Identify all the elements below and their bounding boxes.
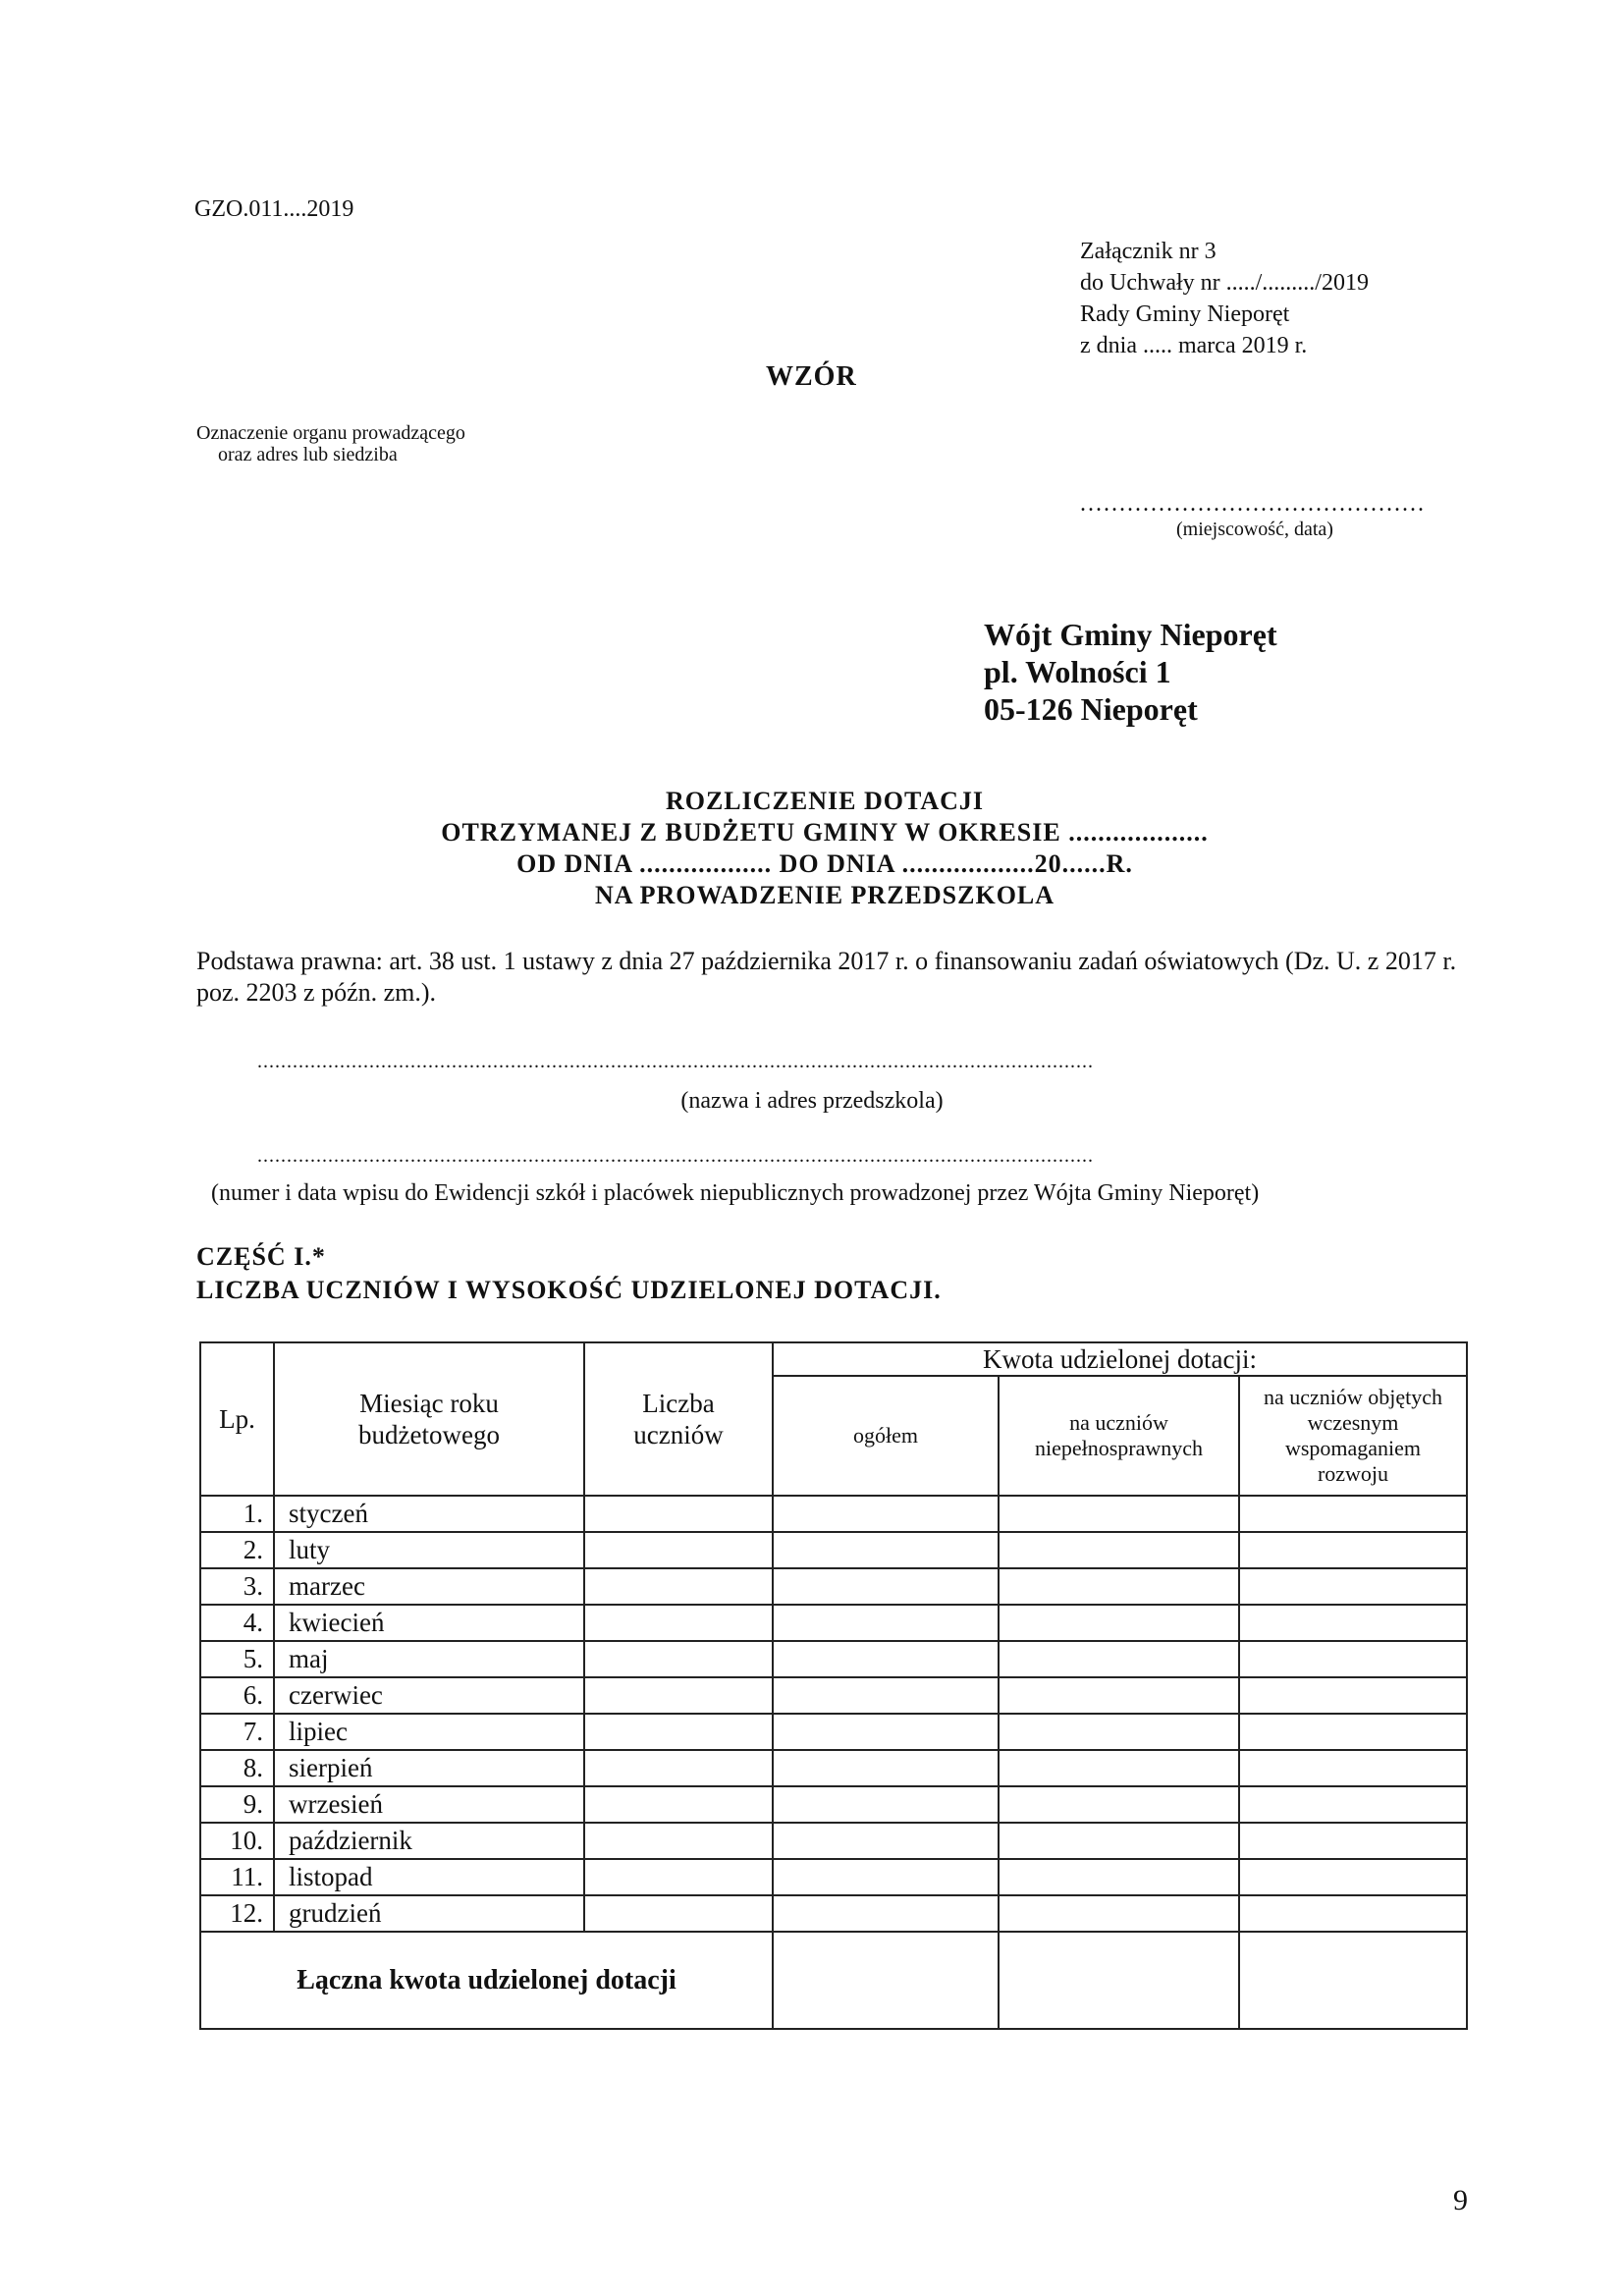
addressee-line-2: pl. Wolności 1 <box>984 654 1171 689</box>
row-lp: 5. <box>200 1641 274 1677</box>
annex-line: z dnia ..... marca 2019 r. <box>1080 333 1308 358</box>
cell-amount-total[interactable] <box>773 1895 999 1932</box>
cell-amount-disabled[interactable] <box>999 1786 1239 1823</box>
row-lp: 8. <box>200 1750 274 1786</box>
table-row <box>200 1605 1467 1641</box>
cell-amount-total[interactable] <box>773 1677 999 1714</box>
cell-student-count[interactable] <box>584 1823 773 1859</box>
cell-amount-total[interactable] <box>773 1714 999 1750</box>
row-month: wrzesień <box>274 1786 584 1823</box>
row-month: luty <box>274 1532 584 1568</box>
cell-amount-early-support[interactable] <box>1239 1859 1467 1895</box>
cell-student-count[interactable] <box>584 1605 773 1641</box>
row-month: listopad <box>274 1859 584 1895</box>
table-row <box>200 1641 1467 1677</box>
table-row <box>200 1496 1467 1532</box>
header-lp: Lp. <box>200 1342 274 1496</box>
header-amount-early-support: na uczniów objętych wczesnym wspomaganiem rozwoju <box>1239 1376 1467 1496</box>
cell-amount-disabled[interactable] <box>999 1859 1239 1895</box>
page-number: 9 <box>1453 2184 1468 2216</box>
cell-amount-total[interactable] <box>773 1605 999 1641</box>
table-row <box>200 1532 1467 1568</box>
place-date-field[interactable]: ............................................ <box>1080 491 1426 517</box>
cell-amount-early-support[interactable] <box>1239 1641 1467 1677</box>
cell-student-count[interactable] <box>584 1714 773 1750</box>
cell-amount-disabled[interactable] <box>999 1605 1239 1641</box>
header-amount-disabled: na uczniów niepełnosprawnych <box>999 1376 1239 1496</box>
cell-amount-early-support[interactable] <box>1239 1823 1467 1859</box>
total-label: Łączna kwota udzielonej dotacji <box>200 1932 773 2029</box>
row-month: październik <box>274 1823 584 1859</box>
row-month: maj <box>274 1641 584 1677</box>
row-month: grudzień <box>274 1895 584 1932</box>
table-row <box>200 1823 1467 1859</box>
cell-student-count[interactable] <box>584 1859 773 1895</box>
part-title: LICZBA UCZNIÓW I WYSOKOŚĆ UDZIELONEJ DOTACJI. <box>196 1276 942 1304</box>
cell-student-count[interactable] <box>584 1532 773 1568</box>
annex-line: do Uchwały nr ...../........./2019 <box>1080 270 1369 296</box>
row-month: czerwiec <box>274 1677 584 1714</box>
cell-student-count[interactable] <box>584 1786 773 1823</box>
cell-amount-disabled[interactable] <box>999 1895 1239 1932</box>
cell-amount-disabled[interactable] <box>999 1568 1239 1605</box>
school-name-caption: (nazwa i adres przedszkola) <box>680 1088 944 1114</box>
cell-student-count[interactable] <box>584 1677 773 1714</box>
row-month: marzec <box>274 1568 584 1605</box>
title-line-2: OTRZYMANEJ Z BUDŻETU GMINY W OKRESIE ................... <box>441 818 1209 847</box>
cell-amount-early-support[interactable] <box>1239 1532 1467 1568</box>
row-lp: 4. <box>200 1605 274 1641</box>
header-amount-total: ogółem <box>773 1376 999 1496</box>
row-lp: 7. <box>200 1714 274 1750</box>
cell-amount-early-support[interactable] <box>1239 1568 1467 1605</box>
document-title <box>295 786 1355 911</box>
title-line-3: OD DNIA .................. DO DNIA ..................20......R. <box>516 849 1133 878</box>
cell-amount-disabled[interactable] <box>999 1532 1239 1568</box>
addressee-line-1: Wójt Gminy Nieporęt <box>984 617 1277 652</box>
table-row <box>200 1895 1467 1932</box>
row-month: lipiec <box>274 1714 584 1750</box>
cell-student-count[interactable] <box>584 1641 773 1677</box>
part-label: CZĘŚĆ I.* <box>196 1242 326 1271</box>
grant-table <box>199 1341 1468 2030</box>
title-line-1: ROZLICZENIE DOTACJI <box>665 787 985 815</box>
cell-amount-total[interactable] <box>773 1786 999 1823</box>
cell-amount-total[interactable] <box>773 1641 999 1677</box>
cell-student-count[interactable] <box>584 1568 773 1605</box>
cell-student-count[interactable] <box>584 1895 773 1932</box>
row-lp: 10. <box>200 1823 274 1859</box>
cell-student-count[interactable] <box>584 1750 773 1786</box>
cell-amount-disabled[interactable] <box>999 1750 1239 1786</box>
row-month: kwiecień <box>274 1605 584 1641</box>
annex-line: Rady Gminy Nieporęt <box>1080 301 1290 327</box>
row-lp: 3. <box>200 1568 274 1605</box>
total-row <box>200 1932 1467 2029</box>
addressee-line-3: 05-126 Nieporęt <box>984 691 1198 727</box>
row-lp: 9. <box>200 1786 274 1823</box>
row-lp: 11. <box>200 1859 274 1895</box>
cell-grand-total-disabled[interactable] <box>999 1932 1239 2029</box>
registry-field[interactable]: .............................................................................................................................................. <box>257 1145 1094 1167</box>
cell-amount-total[interactable] <box>773 1532 999 1568</box>
cell-amount-total[interactable] <box>773 1568 999 1605</box>
cell-amount-disabled[interactable] <box>999 1641 1239 1677</box>
header-amount-group: Kwota udzielonej dotacji: <box>773 1342 1467 1376</box>
cell-amount-disabled[interactable] <box>999 1714 1239 1750</box>
header-student-count: Liczba uczniów <box>584 1342 773 1496</box>
place-date-caption: (miejscowość, data) <box>1176 519 1333 540</box>
legal-basis: Podstawa prawna: art. 38 ust. 1 ustawy z dnia 27 października 2017 r. o finansowaniu zadań oświatowych (Dz. U. z 2017 r. poz. 2203 z późn. zm.). <box>196 947 1457 1007</box>
school-name-field[interactable]: .............................................................................................................................................. <box>257 1051 1094 1072</box>
organ-line-1: Oznaczenie organu prowadzącego <box>196 422 465 444</box>
cell-amount-total[interactable] <box>773 1859 999 1895</box>
cell-amount-total[interactable] <box>773 1823 999 1859</box>
cell-student-count[interactable] <box>584 1496 773 1532</box>
table-row <box>200 1786 1467 1823</box>
row-month: sierpień <box>274 1750 584 1786</box>
row-lp: 2. <box>200 1532 274 1568</box>
table-row <box>200 1859 1467 1895</box>
cell-amount-early-support[interactable] <box>1239 1895 1467 1932</box>
cell-amount-early-support[interactable] <box>1239 1786 1467 1823</box>
cell-amount-early-support[interactable] <box>1239 1496 1467 1532</box>
cell-amount-total[interactable] <box>773 1496 999 1532</box>
title-line-4: NA PROWADZENIE PRZEDSZKOLA <box>594 881 1055 909</box>
row-month: styczeń <box>274 1496 584 1532</box>
row-lp: 6. <box>200 1677 274 1714</box>
cell-amount-disabled[interactable] <box>999 1823 1239 1859</box>
reference-number: GZO.011....2019 <box>194 196 354 222</box>
registry-caption: (numer i data wpisu do Ewidencji szkół i placówek niepublicznych prowadzonej przez Wójta Gminy Nieporęt) <box>211 1180 1260 1206</box>
cell-amount-early-support[interactable] <box>1239 1605 1467 1641</box>
addressee-block <box>984 616 1277 728</box>
cell-amount-disabled[interactable] <box>999 1496 1239 1532</box>
table-row <box>200 1568 1467 1605</box>
organ-designation <box>196 422 465 465</box>
cell-amount-early-support[interactable] <box>1239 1750 1467 1786</box>
row-lp: 1. <box>200 1496 274 1532</box>
row-lp: 12. <box>200 1895 274 1932</box>
part-heading <box>196 1240 942 1307</box>
cell-amount-total[interactable] <box>773 1750 999 1786</box>
template-label: WZÓR <box>766 361 857 392</box>
table-row <box>200 1714 1467 1750</box>
cell-amount-early-support[interactable] <box>1239 1714 1467 1750</box>
table-row <box>200 1750 1467 1786</box>
table-row <box>200 1677 1467 1714</box>
cell-grand-total[interactable] <box>773 1932 999 2029</box>
cell-amount-early-support[interactable] <box>1239 1677 1467 1714</box>
cell-grand-total-early-support[interactable] <box>1239 1932 1467 2029</box>
grant-table-container <box>199 1341 1466 2030</box>
annex-line: Załącznik nr 3 <box>1080 239 1217 264</box>
annex-block <box>1080 236 1369 361</box>
organ-line-2: oraz adres lub siedziba <box>218 444 398 465</box>
header-month: Miesiąc roku budżetowego <box>274 1342 584 1496</box>
cell-amount-disabled[interactable] <box>999 1677 1239 1714</box>
